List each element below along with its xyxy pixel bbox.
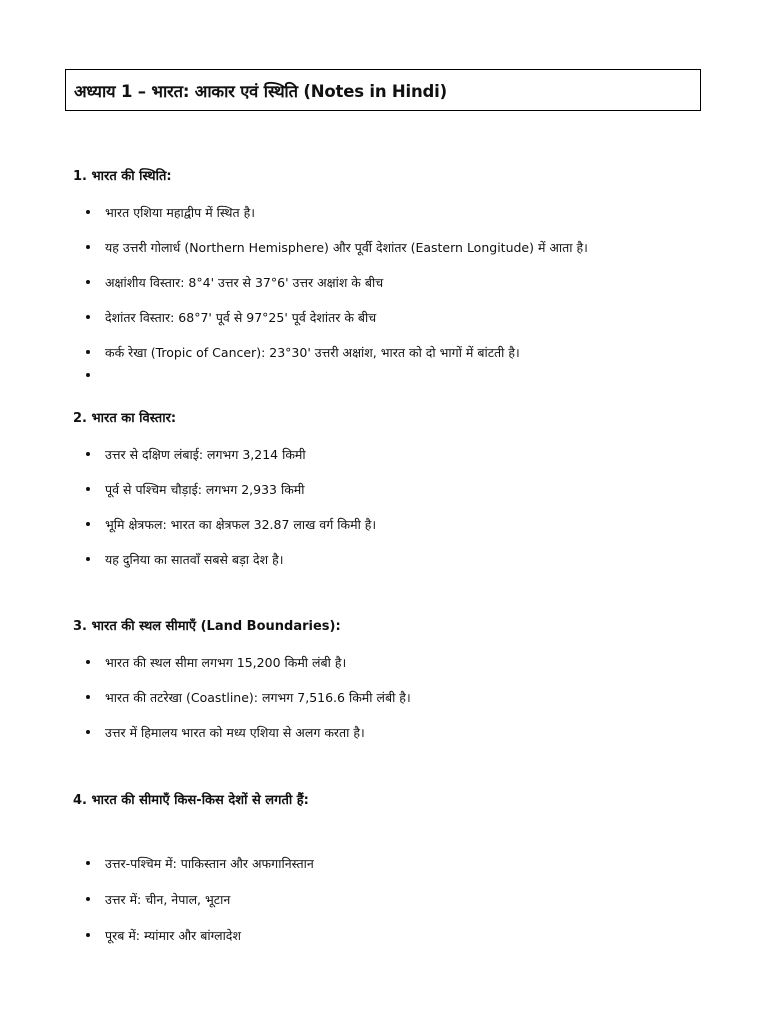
- list-item: [86, 855, 314, 872]
- list-item-text: देशांतर विस्तार: 68°7' पूर्व से 97°25' पूर्व देशांतर के बीच: [105, 310, 377, 325]
- list-item: [86, 516, 376, 533]
- list-item: [86, 481, 305, 498]
- section-heading-neighbours: 4. भारत की सीमाएँ किस-किस देशों से लगती हैं:: [73, 793, 309, 808]
- bullet-dot: [86, 350, 90, 354]
- list-item-text: भारत की तटरेखा (Coastline): लगभग 7,516.6 किमी लंबी है।: [105, 690, 411, 705]
- bullet-dot: [86, 280, 90, 284]
- list-item-text: अक्षांशीय विस्तार: 8°4' उत्तर से 37°6' उत्तर अक्षांश के बीच: [105, 275, 384, 290]
- list-item-text: उत्तर-पश्चिम में: पाकिस्तान और अफगानिस्तान: [105, 856, 314, 871]
- bullet-dot: [86, 695, 90, 699]
- title-box: [65, 69, 701, 111]
- list-item: [86, 446, 306, 463]
- list-item-text: पूर्व से पश्चिम चौड़ाई: लगभग 2,933 किमी: [105, 482, 305, 497]
- list-item: [86, 274, 383, 291]
- list-item: [86, 927, 241, 944]
- list-item-text: यह उत्तरी गोलार्ध (Northern Hemisphere) और पूर्वी देशांतर (Eastern Longitude) में आता है।: [105, 240, 588, 255]
- list-item-text: भारत एशिया महाद्वीप में स्थित है।: [105, 205, 255, 220]
- list-item: [86, 654, 346, 671]
- bullet-dot: [86, 897, 90, 901]
- list-item-empty: [86, 375, 105, 377]
- list-item-text: कर्क रेखा (Tropic of Cancer): 23°30' उत्तरी अक्षांश, भारत को दो भागों में बांटती है।: [105, 345, 520, 360]
- section-heading-extent: 2. भारत का विस्तार:: [73, 411, 177, 426]
- bullet-dot: [86, 861, 90, 865]
- list-item-text: यह दुनिया का सातवाँ सबसे बड़ा देश है।: [105, 552, 284, 567]
- list-item: [86, 239, 588, 256]
- bullet-dot: [86, 487, 90, 491]
- page-title: अध्याय 1 – भारत: आकार एवं स्थिति (Notes in Hindi): [74, 81, 447, 101]
- bullet-dot: [86, 245, 90, 249]
- list-item: [86, 204, 255, 221]
- list-item-text: उत्तर में हिमालय भारत को मध्य एशिया से अलग करता है।: [105, 725, 365, 740]
- list-item: [86, 551, 283, 568]
- bullet-dot: [86, 660, 90, 664]
- list-item: [86, 689, 411, 706]
- bullet-dot: [86, 373, 90, 377]
- bullet-dot: [86, 522, 90, 526]
- list-item: [86, 891, 230, 908]
- section-heading-position: 1. भारत की स्थिति:: [73, 169, 172, 184]
- list-item-text: उत्तर में: चीन, नेपाल, भूटान: [105, 892, 231, 907]
- bullet-dot: [86, 933, 90, 937]
- bullet-dot: [86, 557, 90, 561]
- bullet-dot: [86, 452, 90, 456]
- list-item-text: भारत की स्थल सीमा लगभग 15,200 किमी लंबी है।: [105, 655, 347, 670]
- list-item-text: भूमि क्षेत्रफल: भारत का क्षेत्रफल 32.87 लाख वर्ग किमी है।: [105, 517, 377, 532]
- bullet-dot: [86, 210, 90, 214]
- section-heading-land-boundaries: 3. भारत की स्थल सीमाएँ (Land Boundaries):: [73, 619, 341, 634]
- list-item: [86, 344, 520, 361]
- list-item-text: पूरब में: म्यांमार और बांग्लादेश: [105, 928, 241, 943]
- list-item: [86, 309, 376, 326]
- bullet-dot: [86, 730, 90, 734]
- list-item-text: उत्तर से दक्षिण लंबाई: लगभग 3,214 किमी: [105, 447, 306, 462]
- list-item: [86, 724, 365, 741]
- bullet-dot: [86, 315, 90, 319]
